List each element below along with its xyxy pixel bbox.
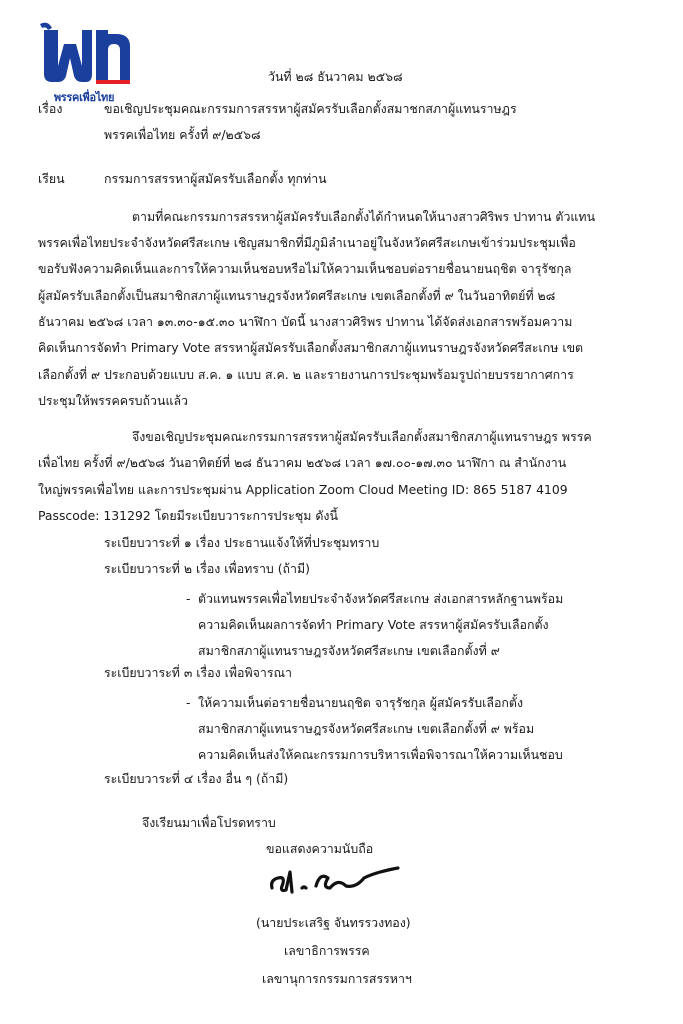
para1-line: คิดเห็นการจัดทำ Primary Vote สรรหาผู้สมัครรับเลือกตั้งสมาชิกสภาผู้แทนราษฎรจังหวัดศรีสะเกษ เขต: [38, 340, 584, 355]
para1-line: ตามที่คณะกรรมการสรรหาผู้สมัครรับเลือกตั้งได้กำหนดให้นางสาวศิริพร ปาทาน ตัวแทน: [132, 209, 596, 224]
para2-line: เพื่อไทย ครั้งที่ ๙/๒๕๖๘ วันอาทิตย์ที่ ๒๘ ธันวาคม ๒๕๖๘ เวลา ๑๗.๐๐-๑๗.๓๐ นาฬิกา ณ สำนักงาน: [38, 455, 567, 470]
para2-line: จึงขอเชิญประชุมคณะกรรมการสรรหาผู้สมัครรับเลือกตั้งสมาชิกสภาผู้แทนราษฎร พรรค: [132, 429, 592, 444]
party-logo: [38, 22, 130, 112]
agenda-item-2: ระเบียบวาระที่ ๒ เรื่อง เพื่อทราบ (ถ้ามี): [104, 561, 311, 576]
signer-name: (นายประเสริฐ จันทรรวงทอง): [256, 915, 411, 930]
subject-line-1: ขอเชิญประชุมคณะกรรมการสรรหาผู้สมัครรับเลือกตั้งสมาชกสภาผู้แทนราษฎร: [104, 101, 517, 116]
agenda-item-4: ระเบียบวาระที่ ๔ เรื่อง อื่น ๆ (ถ้ามี): [104, 771, 289, 786]
para1-line: เลือกตั้งที่ ๙ ประกอบด้วยแบบ ส.ค. ๑ แบบ ส.ค. ๒ และรายงานการประชุมพร้อมรูปถ่ายบรรยากาศการ: [38, 367, 574, 382]
recipient-label: เรียน: [38, 171, 65, 186]
signer-title: เลขานุการกรรมการสรรหาฯ: [262, 971, 412, 986]
agenda-item-3-sub-line: สมาชิกสภาผู้แทนราษฎรจังหวัดศรีสะเกษ เขตเลือกตั้งที่ ๙ พร้อม: [198, 721, 535, 736]
para1-line: ขอรับฟังความคิดเห็นและการให้ความเห็นชอบหรือไม่ให้ความเห็นชอบต่อรายชื่อนายนฤชิต จารุรัชกุล: [38, 261, 572, 276]
subject-label: เรื่อง: [38, 101, 63, 116]
para1-line: ผู้สมัครรับเลือกตั้งเป็นสมาชิกสภาผู้แทนราษฎรจังหวัดศรีสะเกษ เขตเลือกตั้งที่ ๙ ในวันอาทิตย์ที่ ๒๘: [38, 288, 556, 303]
closing-regards: ขอแสดงความนับถือ: [266, 841, 374, 856]
signature-image: [266, 858, 406, 905]
signer-title: เลขาธิการพรรค: [284, 943, 370, 958]
para2-line: ใหญ่พรรคเพื่อไทย และการประชุมผ่าน Application Zoom Cloud Meeting ID: 865 5187 4109: [38, 482, 568, 497]
subject-line-2: พรรคเพื่อไทย ครั้งที่ ๙/๒๕๖๘: [104, 127, 261, 142]
closing-text: จึงเรียนมาเพื่อโปรดทราบ: [142, 815, 276, 830]
para1-line: ประชุมให้พรรคครบถ้วนแล้ว: [38, 393, 189, 408]
agenda-item-1: ระเบียบวาระที่ ๑ เรื่อง ประธานแจ้งให้ที่ประชุมทราบ: [104, 535, 380, 550]
bullet-dash: -: [186, 591, 191, 606]
bullet-dash: -: [186, 695, 191, 710]
party-logo-text: พรรคเพื่อไทย: [53, 91, 115, 104]
agenda-item-3-sub-line: ความคิดเห็นส่งให้คณะกรรมการบริหารเพื่อพิจารณาให้ความเห็นชอบ: [198, 747, 563, 762]
para1-line: ธันวาคม ๒๕๖๘ เวลา ๑๓.๓๐-๑๕.๓๐ นาฬิกา บัดนี้ นางสาวศิริพร ปาทาน ได้จัดส่งเอกสารพร้อมความ: [38, 314, 573, 329]
agenda-item-2-sub-line: สมาชิกสภาผู้แทนราษฎรจังหวัดศรีสะเกษ เขตเลือกตั้งที่ ๙: [198, 643, 500, 658]
agenda-item-2-sub-line: ตัวแทนพรรคเพื่อไทยประจำจังหวัดศรีสะเกษ ส่งเอกสารหลักฐานพร้อม: [198, 591, 564, 606]
agenda-item-3-sub-line: ให้ความเห็นต่อรายชื่อนายนฤชิต จารุรัชกุล ผู้สมัครรับเลือกตั้ง: [198, 695, 524, 710]
party-logo-mark-icon: [38, 22, 130, 88]
agenda-item-3: ระเบียบวาระที่ ๓ เรื่อง เพื่อพิจารณา: [104, 665, 292, 680]
document-date: วันที่ ๒๘ ธันวาคม ๒๕๖๘: [268, 69, 403, 84]
para2-line: Passcode: 131292 โดยมีระเบียบวาระการประชุม ดังนี้: [38, 508, 338, 523]
para1-line: พรรคเพื่อไทยประจำจังหวัดศรีสะเกษ เชิญสมาชิกที่มีภูมิลำเนาอยู่ในจังหวัดศรีสะเกษเข้าร่วมประชุมเพื่อ: [38, 235, 576, 250]
agenda-item-2-sub-line: ความคิดเห็นผลการจัดทำ Primary Vote สรรหาผู้สมัครรับเลือกตั้ง: [198, 617, 549, 632]
recipient-text: กรรมการสรรหาผู้สมัครรับเลือกตั้ง ทุกท่าน: [104, 171, 327, 186]
